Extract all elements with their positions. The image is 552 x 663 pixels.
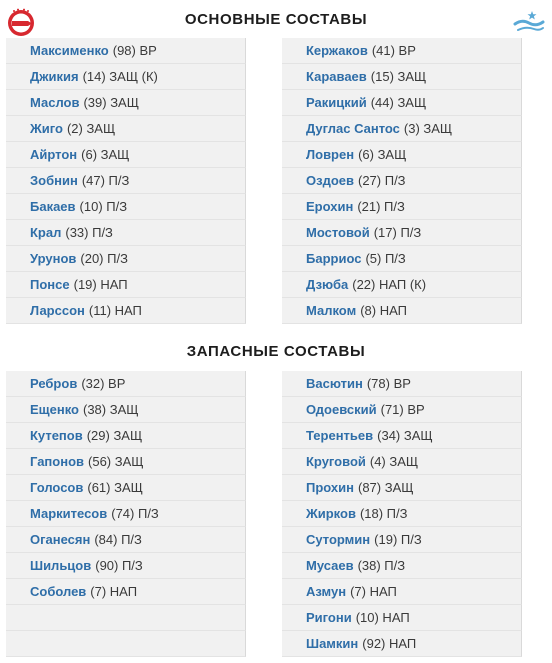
player-number-position: (87) ЗАЩ bbox=[357, 480, 414, 495]
player-number-position: (56) ЗАЩ bbox=[88, 454, 144, 469]
player-row bbox=[6, 272, 246, 298]
player-row bbox=[282, 501, 522, 527]
player-row bbox=[6, 64, 246, 90]
player-name[interactable]: Понсе bbox=[30, 277, 70, 292]
player-name[interactable]: Круговой bbox=[306, 454, 366, 469]
player-row bbox=[282, 449, 522, 475]
player-number-position: (19) НАП bbox=[73, 277, 128, 292]
player-row bbox=[6, 90, 246, 116]
player-row bbox=[282, 116, 522, 142]
player-row bbox=[282, 194, 522, 220]
player-number-position: (17) П/З bbox=[373, 225, 422, 240]
player-number-position: (38) ЗАЩ bbox=[83, 402, 139, 417]
player-name[interactable]: Шильцов bbox=[30, 558, 92, 573]
player-row bbox=[6, 605, 246, 631]
player-number-position: (34) ЗАЩ bbox=[377, 428, 433, 443]
player-name[interactable]: Оганесян bbox=[30, 532, 91, 547]
player-name[interactable]: Прохин bbox=[306, 480, 354, 495]
player-name[interactable]: Зобнин bbox=[30, 173, 78, 188]
player-row bbox=[6, 371, 246, 397]
player-row bbox=[6, 579, 246, 605]
player-number-position: (7) НАП bbox=[350, 584, 397, 599]
player-number-position: (78) ВР bbox=[366, 376, 411, 391]
player-number-position: (7) НАП bbox=[90, 584, 138, 599]
player-row bbox=[6, 449, 246, 475]
player-name[interactable]: Жирков bbox=[306, 506, 356, 521]
player-number-position: (84) П/З bbox=[94, 532, 142, 547]
player-row bbox=[6, 553, 246, 579]
player-name[interactable]: Маркитесов bbox=[30, 506, 108, 521]
player-name[interactable]: Маслов bbox=[30, 95, 80, 110]
player-number-position: (2) ЗАЩ bbox=[66, 121, 116, 136]
player-row bbox=[6, 116, 246, 142]
player-name[interactable]: Кутепов bbox=[30, 428, 83, 443]
player-number-position: (4) ЗАЩ bbox=[369, 454, 419, 469]
player-number-position: (33) П/З bbox=[65, 225, 113, 240]
player-row bbox=[6, 142, 246, 168]
starting-lineups-title: ОСНОВНЫЕ СОСТАВЫ bbox=[184, 11, 368, 28]
player-number-position: (32) ВР bbox=[81, 376, 126, 391]
player-row bbox=[6, 631, 246, 657]
player-number-position: (41) ВР bbox=[371, 43, 416, 58]
player-name[interactable]: Гапонов bbox=[30, 454, 85, 469]
player-number-position: (47) П/З bbox=[81, 173, 130, 188]
player-name[interactable]: Азмун bbox=[306, 584, 347, 599]
player-row bbox=[282, 272, 522, 298]
player-name[interactable]: Ракицкий bbox=[306, 95, 367, 110]
player-number-position: (98) ВР bbox=[112, 43, 157, 58]
player-number-position: (74) П/З bbox=[111, 506, 159, 521]
bench-lineups-title: ЗАПАСНЫЕ СОСТАВЫ bbox=[186, 343, 366, 360]
player-number-position: (6) ЗАЩ bbox=[81, 147, 130, 162]
bench-away-list bbox=[282, 371, 522, 657]
player-row bbox=[282, 142, 522, 168]
player-row bbox=[6, 475, 246, 501]
player-row bbox=[282, 423, 522, 449]
player-name[interactable]: Ерохин bbox=[306, 199, 354, 214]
player-name[interactable]: Ларссон bbox=[30, 303, 85, 318]
player-name[interactable]: Кержаков bbox=[306, 43, 368, 58]
player-name[interactable]: Оздоев bbox=[306, 173, 354, 188]
player-name[interactable]: Барриос bbox=[306, 251, 362, 266]
player-number-position: (18) П/З bbox=[359, 506, 408, 521]
player-number-position: (8) НАП bbox=[360, 303, 407, 318]
player-number-position: (5) П/З bbox=[365, 251, 406, 266]
player-number-position: (71) ВР bbox=[380, 402, 425, 417]
player-number-position: (11) НАП bbox=[88, 303, 142, 318]
player-name[interactable]: Малком bbox=[306, 303, 357, 318]
player-name[interactable]: Ещенко bbox=[30, 402, 79, 417]
player-row bbox=[282, 371, 522, 397]
player-number-position: (6) ЗАЩ bbox=[358, 147, 407, 162]
player-name[interactable]: Максименко bbox=[30, 43, 109, 58]
player-name[interactable]: Ребров bbox=[30, 376, 78, 391]
player-row bbox=[6, 397, 246, 423]
player-row bbox=[282, 475, 522, 501]
player-row bbox=[6, 298, 246, 324]
player-number-position: (10) П/З bbox=[79, 199, 128, 214]
player-number-position: (15) ЗАЩ bbox=[370, 69, 427, 84]
player-name[interactable]: Терентьев bbox=[306, 428, 374, 443]
player-row bbox=[282, 298, 522, 324]
player-row bbox=[6, 246, 246, 272]
player-name[interactable]: Соболев bbox=[30, 584, 87, 599]
player-row bbox=[6, 501, 246, 527]
player-name[interactable]: Голосов bbox=[30, 480, 84, 495]
player-name[interactable]: Крал bbox=[30, 225, 62, 240]
player-name[interactable]: Айртон bbox=[30, 147, 78, 162]
player-row bbox=[282, 579, 522, 605]
player-name[interactable]: Одоевский bbox=[306, 402, 377, 417]
player-number-position: (61) ЗАЩ bbox=[87, 480, 143, 495]
player-number-position: (38) П/З bbox=[357, 558, 406, 573]
player-name[interactable]: Мусаев bbox=[306, 558, 354, 573]
player-number-position: (20) П/З bbox=[80, 251, 128, 266]
starting-home-list bbox=[6, 38, 246, 324]
player-row bbox=[6, 38, 246, 64]
bench-home-list bbox=[6, 371, 246, 657]
player-name[interactable]: Дуглас Сантос bbox=[306, 121, 400, 136]
player-name[interactable]: Дзюба bbox=[306, 277, 349, 292]
player-name[interactable]: Бакаев bbox=[30, 199, 76, 214]
player-name[interactable]: Караваев bbox=[306, 69, 367, 84]
player-row bbox=[282, 168, 522, 194]
player-number-position: (92) НАП bbox=[362, 636, 417, 651]
player-number-position: (19) П/З bbox=[374, 532, 422, 547]
player-number-position: (90) П/З bbox=[95, 558, 143, 573]
player-name[interactable]: Мостовой bbox=[306, 225, 370, 240]
player-row bbox=[6, 527, 246, 553]
player-row bbox=[282, 631, 522, 657]
player-row bbox=[282, 246, 522, 272]
player-number-position: (21) П/З bbox=[357, 199, 405, 214]
player-name[interactable]: Урунов bbox=[30, 251, 77, 266]
player-row bbox=[282, 90, 522, 116]
player-name[interactable]: Ригони bbox=[306, 610, 352, 625]
player-row bbox=[282, 527, 522, 553]
player-name[interactable]: Сутормин bbox=[306, 532, 371, 547]
player-number-position: (29) ЗАЩ bbox=[86, 428, 143, 443]
player-number-position: (3) ЗАЩ bbox=[403, 121, 453, 136]
player-number-position: (27) П/З bbox=[358, 173, 406, 188]
player-name[interactable]: Джикия bbox=[30, 69, 79, 84]
player-row bbox=[282, 38, 522, 64]
player-number-position: (22) НАП (К) bbox=[352, 277, 427, 292]
starting-away-list bbox=[282, 38, 522, 324]
player-name[interactable]: Жиго bbox=[30, 121, 63, 136]
player-number-position: (44) ЗАЩ bbox=[370, 95, 427, 110]
player-row bbox=[282, 605, 522, 631]
player-row bbox=[6, 220, 246, 246]
player-name[interactable]: Ловрен bbox=[306, 147, 355, 162]
player-row bbox=[6, 423, 246, 449]
player-row bbox=[6, 194, 246, 220]
player-row bbox=[282, 553, 522, 579]
player-number-position: (39) ЗАЩ bbox=[83, 95, 139, 110]
player-number-position: (10) НАП bbox=[355, 610, 410, 625]
player-row bbox=[282, 397, 522, 423]
player-name[interactable]: Васютин bbox=[306, 376, 363, 391]
player-name[interactable]: Шамкин bbox=[306, 636, 359, 651]
player-number-position: (14) ЗАЩ (К) bbox=[82, 69, 158, 84]
player-row bbox=[6, 168, 246, 194]
player-row bbox=[282, 220, 522, 246]
player-row bbox=[282, 64, 522, 90]
